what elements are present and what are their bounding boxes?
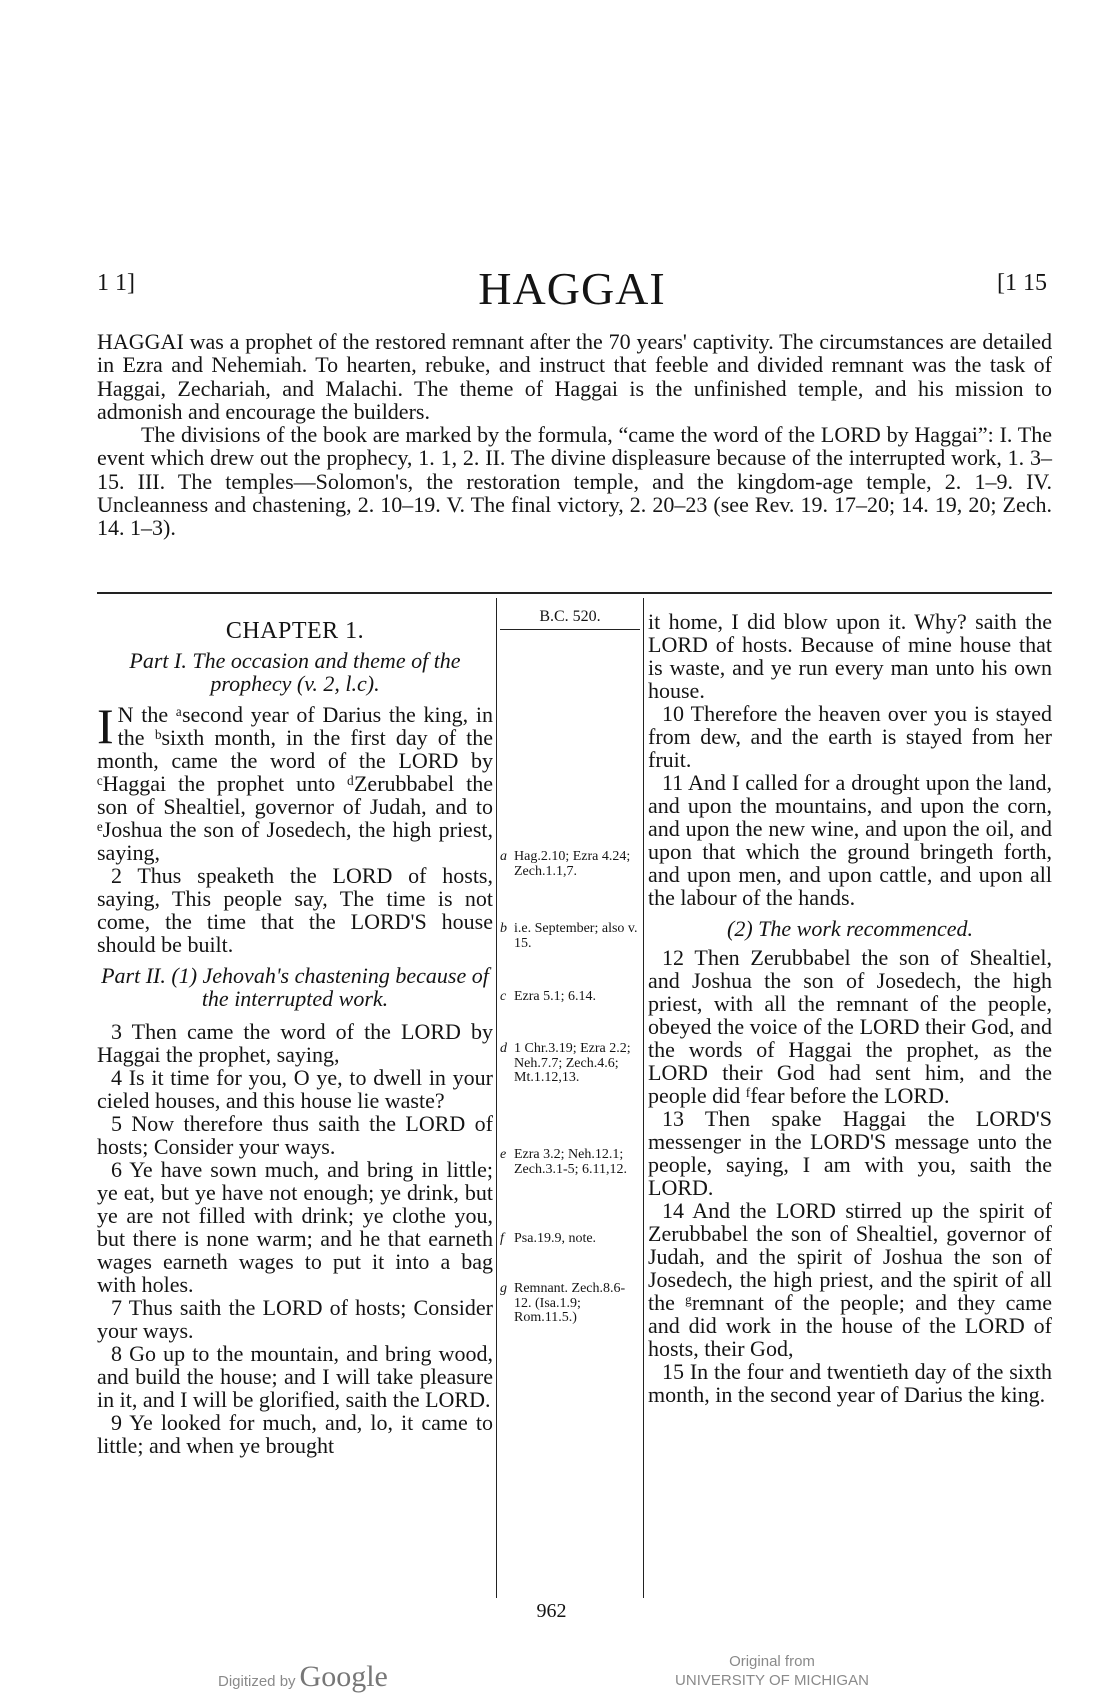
verse-14: 14 And the LORD stirred up the spirit of Zerubbabel the son of Shealtiel, governor of Judah, and the spirit of Joshua the son of Josedech, the high priest, and the spirit of all the ᵍremnant of the people; and they came and did work in the house of the LORD of hosts, their God, [648, 1198, 1052, 1361]
margin-ref-b: b i.e. September; also v. 15. [500, 921, 638, 951]
right-text-column [648, 610, 1052, 1406]
margin-ref-e: e Ezra 3.2; Neh.12.1; Zech.3.1-5; 6.11,12. [500, 1147, 628, 1177]
book-introduction [97, 330, 1052, 540]
section-2-heading: (2) The work recommenced. [727, 916, 973, 941]
verse-13: 13 Then spake Haggai the LORD'S messenger in the LORD'S message unto the people, saying, I am with you, saith the LORD. [648, 1106, 1052, 1200]
verse-4: 4 Is it time for you, O ye, to dwell in your cieled houses, and this house lie waste? [97, 1065, 493, 1113]
verse-12: 12 Then Zerubbabel the son of Shealtiel, and Joshua the son of Josedech, the high priest, with all the remnant of the people, obeyed the voice of the LORD their God, and the words of Haggai the prophet, as the LORD their God had sent him, and the people did ᶠfear before the LORD. [648, 945, 1052, 1108]
verse-10: 10 Therefore the heaven over you is stayed from dew, and the earth is stayed from her fruit. [648, 701, 1052, 772]
book-title: HAGGAI [478, 263, 666, 314]
verse-8: 8 Go up to the mountain, and bring wood, and build the house; and I will take pleasure in it, and I will be glorified, saith the LORD. [97, 1341, 493, 1412]
column-divider-right [643, 598, 644, 1598]
page-number: 962 [536, 1600, 567, 1622]
verse-1: I N the ᵃsecond year of Darius the king, in the ᵇsixth month, in the first day of the month, came the word of the LORD by ᶜHaggai the prophet unto ᵈZerubbabel the son of Shealtiel, governor of Judah, and to ᵉJoshua the son of Josedech, the high priest, saying, [97, 698, 493, 865]
verse-7: 7 Thus saith the LORD of hosts; Consider your ways. [97, 1295, 493, 1343]
drop-cap: I [97, 698, 114, 754]
google-logo: Google [299, 1660, 388, 1693]
chapter-heading: CHAPTER 1. [225, 618, 365, 644]
intro-paragraph-1: HAGGAI was a prophet of the restored remnant after the 70 years' captivity. The circumstances are detailed in Ezra and Nehemiah. To hearten, rebuke, and instruct that feeble and divided remnant was the task of Haggai, Zechariah, and Malachi. The theme of Haggai is the unfinished temple, and his mission to admonish and encourage the builders. [97, 329, 1052, 424]
left-text-column [97, 610, 493, 1457]
verse-15: 15 In the four and twentieth day of the sixth month, in the second year of Darius the king. [648, 1359, 1052, 1407]
margin-ref-g: g Remnant. Zech.8.6-12. (Isa.1.9; Rom.11.5.) [500, 1281, 626, 1325]
running-header [97, 262, 1047, 322]
verse-6: 6 Ye have sown much, and bring in little; ye eat, but ye have not enough; ye drink, but ye are not filled with drink; ye clothe you, but there is none warm; and he that earneth wages earneth wages to put it into a bag with holes. [97, 1157, 493, 1297]
original-source-watermark: Original from UNIVERSITY OF MICHIGAN [675, 1653, 869, 1689]
part-1-heading: Part I. The occasion and theme of the prophecy (v. 2, l.c). [129, 648, 461, 696]
digitized-by-watermark: Digitized by Google [218, 1660, 388, 1693]
intro-paragraph-2: The divisions of the book are marked by the formula, “came the word of the LORD by Haggai”: I. The event which drew out the prophecy, 1. 1, 2. II. The divine displeasure because of the interrupted work, 1. 3–15. III. The temples—Solomon's, the restoration temple, and the kingdom-age temple, 2. 1–9. IV. Uncleanness and chastening, 2. 10–19. V. The final victory, 2. 20–23 (see Rev. 19. 17–20; 14. 19, 20; Zech. 14. 1–3). [97, 422, 1052, 541]
date-note: B.C. 520. [500, 610, 640, 630]
margin-ref-a: a Hag.2.10; Ezra 4.24; Zech.1.1,7. [500, 849, 631, 879]
part-2-heading: Part II. (1) Jehovah's chastening because of the interrupted work. [101, 963, 489, 1011]
margin-ref-d: d 1 Chr.3.19; Ezra 2.2; Neh.7.7; Zech.4.6; Mt.1.12,13. [500, 1041, 631, 1085]
column-divider-left [496, 598, 497, 1598]
header-chapter-start: 1 1] [97, 270, 135, 296]
verse-2: 2 Thus speaketh the LORD of hosts, saying, This people say, The time is not come, the time that the LORD'S house should be built. [97, 863, 493, 957]
verse-5: 5 Now therefore thus saith the LORD of hosts; Consider your ways. [97, 1111, 493, 1159]
verse-11: 11 And I called for a drought upon the land, and upon the mountains, and upon the corn, and upon the new wine, and upon the oil, and upon that which the ground bringeth forth, and upon men, and upon cattle, and upon all the labour of the hands. [648, 770, 1052, 910]
marginal-references [500, 608, 640, 1325]
margin-ref-c: c Ezra 5.1; 6.14. [500, 989, 597, 1004]
verse-9-continued: it home, I did blow upon it. Why? saith the LORD of hosts. Because of mine house that is waste, and ye run every man unto his own house. [648, 609, 1052, 703]
intro-divider [97, 592, 1052, 594]
margin-ref-f: f Psa.19.9, note. [500, 1231, 597, 1246]
header-chapter-end: [1 15 [997, 270, 1047, 296]
verse-3: 3 Then came the word of the LORD by Haggai the prophet, saying, [97, 1019, 493, 1067]
verse-9: 9 Ye looked for much, and, lo, it came to little; and when ye brought [97, 1410, 493, 1458]
